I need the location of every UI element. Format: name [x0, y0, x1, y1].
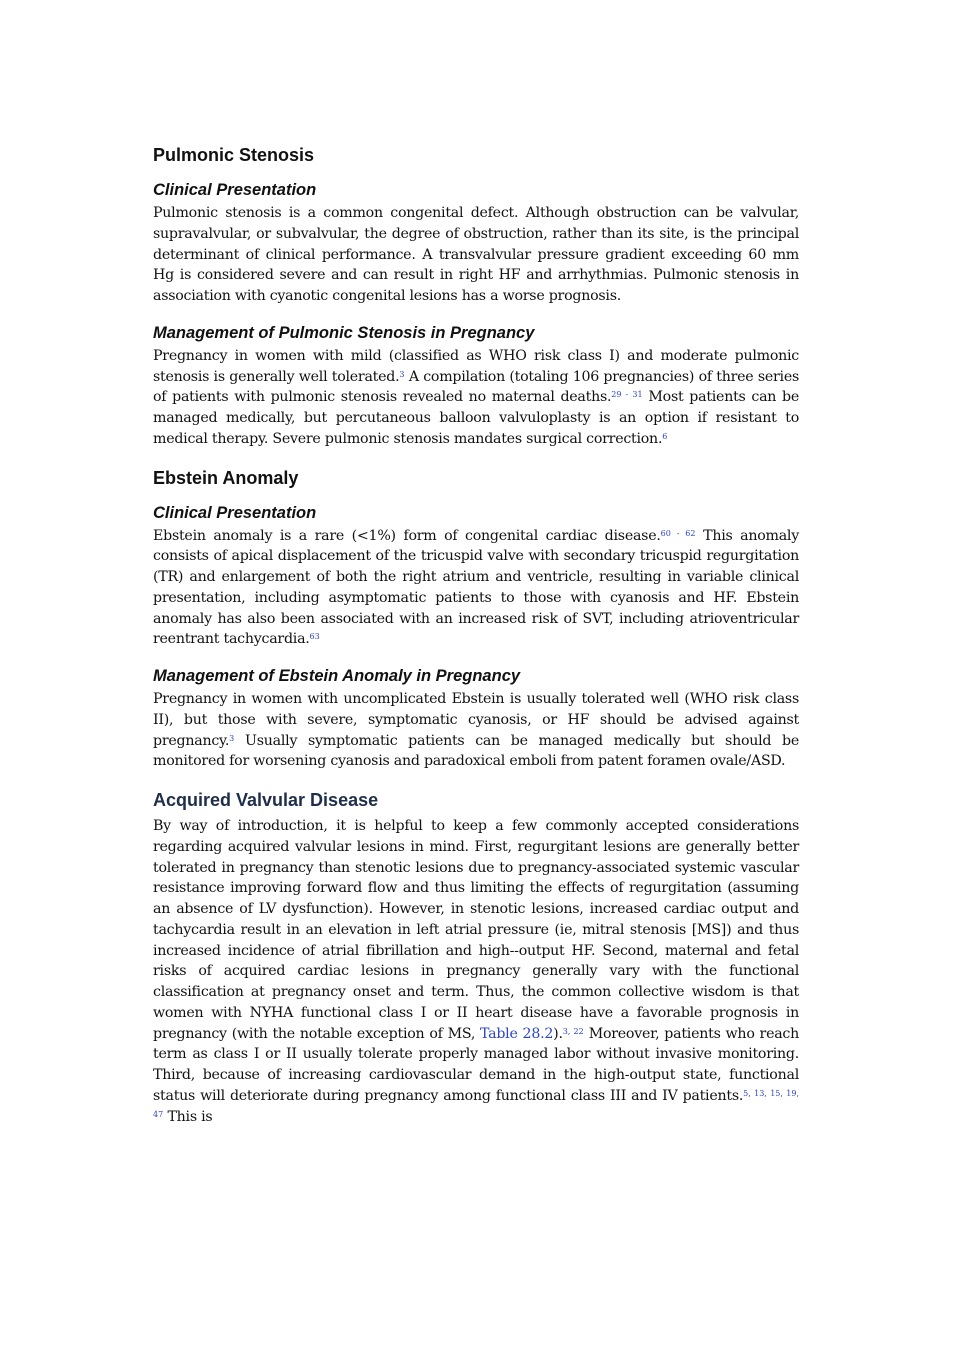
text-run: Moreover, patients who reach term as class I or II usually tolerate properly managed labor without invasive monitoring. Third, because of increasing cardiovascular demand in the high-output state, functional status will deteriorate during pregnancy among functional class III and IV patients.: [153, 1025, 800, 1104]
text-run: Most patients can be managed medically, but percutaneous balloon valvuloplasty is an option if resistant to medical therapy. Severe pulmonic stenosis mandates surgical correction.: [153, 389, 799, 447]
subsection-title-clinical-presentation: Clinical Presentation: [153, 503, 317, 522]
subsection-title-management-ebstein: Management of Ebstein Anomaly in Pregnancy: [153, 667, 521, 685]
text-run: Pregnancy in women with mild (classified as WHO risk class I) and moderate pulmonic stenosis is generally well tolerated.: [153, 347, 799, 385]
text-run: Usually symptomatic patients can be managed medically but should be monitored for worsening cyanosis and paradoxical emboli from patent foramen ovale/ASD.: [153, 732, 799, 770]
paragraph-ebstein-management: [153, 689, 799, 772]
table-link[interactable]: Table 28.2: [480, 1025, 554, 1042]
paragraph-acquired-valvular: [153, 816, 799, 1127]
section-title-acquired-valvular-disease: Acquired Valvular Disease: [153, 790, 379, 810]
citation-ref[interactable]: 29 - 31: [611, 390, 643, 400]
text-run: ).: [553, 1025, 563, 1042]
text-run: Ebstein anomaly is a rare (<1%) form of congenital cardiac disease.: [153, 527, 661, 544]
citation-ref[interactable]: 3: [399, 369, 405, 379]
text-run: A compilation (totaling 106 pregnancies) of three series of patients with pulmonic stenosis revealed no maternal deaths.: [153, 368, 800, 406]
text-run: This anomaly consists of apical displacement of the tricuspid valve with secondary tricuspid regurgitation (TR) and enlargement of both the right atrium and ventricle, resulting in variable clinical presentation, including asymptomatic patients to those with cyanosis and HF. Ebstein anomaly has also been associated with an increased risk of SVT, including atrioventricular reentrant tachycardia.: [153, 527, 799, 648]
section-title-ebstein-anomaly: Ebstein Anomaly: [153, 467, 299, 488]
citation-ref[interactable]: 3, 22: [562, 1026, 584, 1036]
text-run: This is: [163, 1108, 213, 1125]
section-title-pulmonic-stenosis: Pulmonic Stenosis: [153, 145, 315, 165]
paragraph-ebstein-clinical: [153, 526, 799, 651]
text-run: Pregnancy in women with uncomplicated Ebstein is usually tolerated well (WHO risk class II), but those with severe, symptomatic cyanosis, or HF should be advised against pregnancy.: [153, 691, 799, 749]
document-page: [153, 143, 799, 1127]
subsection-title-management-pulmonic: Management of Pulmonic Stenosis in Pregnancy: [153, 323, 535, 342]
text-run: By way of introduction, it is helpful to keep a few commonly accepted considerations regarding acquired valvular lesions in mind. First, regurgitant lesions are generally better tolerated in pregnancy than stenotic lesions due to pregnancy-associated systemic vascular resistance improving forward flow and thus limiting the effects of regurgitation (assuming an absence of LV dysfunction). However, in stenotic lesions, increased cardiac output and tachycardia result in an elevation in left atrial pressure (ie, mitral stenosis [MS]) and thus increased incidence of atrial fibrillation and high--output HF. Second, maternal and fetal risks of acquired cardiac lesions in pregnancy generally vary with the functional classification at pregnancy onset and term. Thus, the common collective wisdom is that women with NYHA functional class I or II heart disease have a favorable prognosis in pregnancy (with the notable exception of MS,: [153, 818, 799, 1042]
citation-ref[interactable]: 3: [229, 733, 235, 743]
citation-ref[interactable]: 63: [309, 632, 320, 642]
paragraph-pulmonic-management: [153, 346, 799, 450]
citation-ref[interactable]: 5, 13, 15, 19, 47: [153, 1088, 799, 1119]
paragraph-pulmonic-clinical: Pulmonic stenosis is a common congenital defect. Although obstruction can be valvular, supravalvular, or subvalvular, the degree of obstruction, rather than its site, is the principal determinant of clinical performance. A transvalvular pressure gradient exceeding 60 mm Hg is considered severe and can result in right HF and arrhythmias. Pulmonic stenosis in association with cyanotic congenital lesions has a worse prognosis.: [153, 205, 799, 304]
citation-ref[interactable]: 6: [662, 431, 668, 441]
subsection-title-clinical-presentation: Clinical Presentation: [153, 181, 317, 199]
citation-ref[interactable]: 60 - 62: [660, 528, 696, 538]
